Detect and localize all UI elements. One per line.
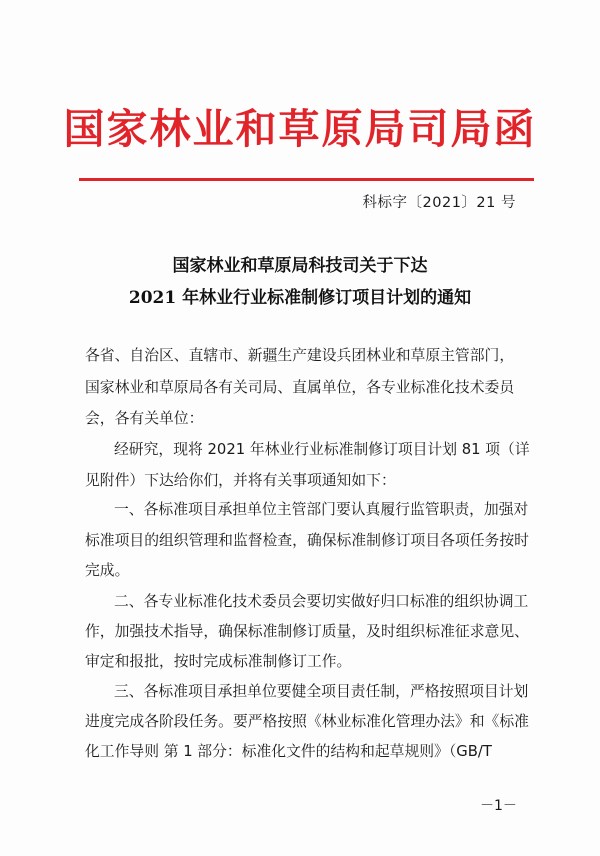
letterhead-red-rule	[79, 178, 534, 181]
notice-title-line-2: 2021 年林业行业标准制修订项目计划的通知	[128, 288, 472, 308]
body-line: 完成。	[85, 562, 130, 579]
body-line: 进度完成各阶段任务。要严格按照《林业标准化管理办法》和《标准	[85, 713, 529, 730]
document-number: 科标字〔2021〕21 号	[362, 195, 516, 211]
body-line: 见附件）下达给你们，并将有关事项通知如下：	[85, 472, 396, 489]
body-line: 经研究，现将 2021 年林业行业标准制修订项目计划 81 项（详	[114, 441, 530, 458]
notice-title-line-1: 国家林业和草原局科技司关于下达	[172, 256, 428, 276]
body-line: 三、各标准项目承担单位要健全项目责任制，严格按照项目计划	[114, 683, 529, 700]
body-line: 审定和报批，按时完成标准制修订工作。	[85, 653, 352, 670]
body-line: 一、各标准项目承担单位主管部门要认真履行监管职责，加强对	[114, 501, 529, 518]
body-line: 各省、自治区、直辖市、新疆生产建设兵团林业和草原主管部门，	[85, 347, 515, 364]
body-line: 国家林业和草原局各有关司局、直属单位，各专业标准化技术委员	[85, 379, 515, 396]
body-line: 二、各专业标准化技术委员会要切实做好归口标准的组织协调工	[114, 593, 529, 610]
page-number: －1－	[480, 798, 517, 814]
body-line: 标准项目的组织管理和监督检查，确保标准制修订项目各项任务按时	[85, 532, 529, 549]
body-line: 会，各有关单位：	[85, 410, 204, 427]
body-line: 作，加强技术指导，确保标准制修订质量，及时组织标准征求意见、	[85, 623, 529, 640]
body-line: 化工作导则 第 1 部分：标准化文件的结构和起草规则》（GB/T	[85, 743, 492, 760]
letterhead-title: 国家林业和草原局司局函	[63, 105, 537, 153]
